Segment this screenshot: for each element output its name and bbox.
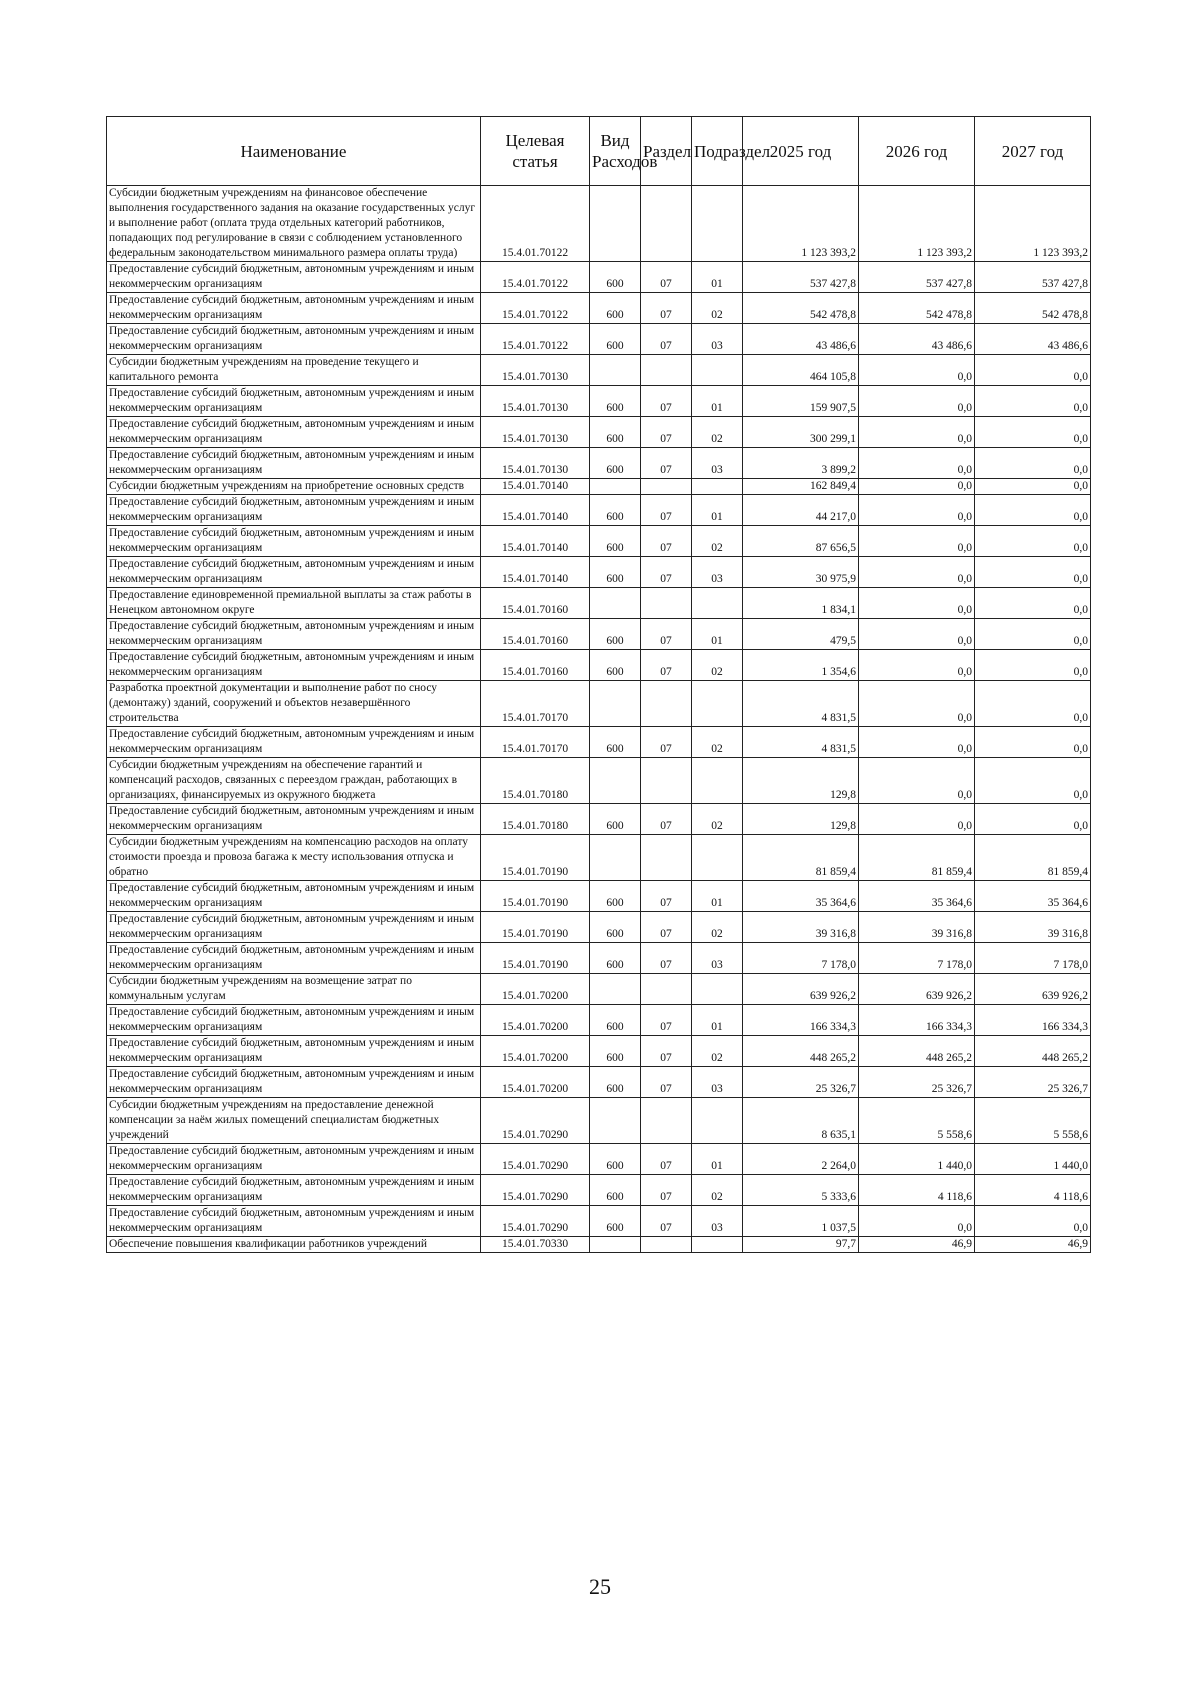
cell-vid: 600 xyxy=(590,650,641,681)
cell-2027: 0,0 xyxy=(975,804,1091,835)
cell-2025: 300 299,1 xyxy=(743,417,859,448)
cell-name: Предоставление субсидий бюджетным, автономным учреждениям и иным некоммерческим организациям xyxy=(107,1005,481,1036)
cell-podrazdel: 01 xyxy=(692,1005,743,1036)
cell-podrazdel xyxy=(692,974,743,1005)
cell-name: Предоставление субсидий бюджетным, автономным учреждениям и иным некоммерческим организациям xyxy=(107,1175,481,1206)
cell-2025: 5 333,6 xyxy=(743,1175,859,1206)
cell-name: Предоставление субсидий бюджетным, автономным учреждениям и иным некоммерческим организациям xyxy=(107,262,481,293)
cell-2027: 43 486,6 xyxy=(975,324,1091,355)
cell-target: 15.4.01.70160 xyxy=(481,650,590,681)
cell-2025: 81 859,4 xyxy=(743,835,859,881)
cell-vid: 600 xyxy=(590,943,641,974)
cell-target: 15.4.01.70200 xyxy=(481,1036,590,1067)
cell-2027: 0,0 xyxy=(975,588,1091,619)
table-row xyxy=(107,912,1091,943)
cell-2026: 0,0 xyxy=(859,479,975,495)
cell-target: 15.4.01.70130 xyxy=(481,355,590,386)
table-row xyxy=(107,1206,1091,1237)
cell-podrazdel: 02 xyxy=(692,650,743,681)
cell-target: 15.4.01.70130 xyxy=(481,448,590,479)
table-row xyxy=(107,619,1091,650)
cell-podrazdel xyxy=(692,588,743,619)
cell-vid xyxy=(590,681,641,727)
cell-target: 15.4.01.70130 xyxy=(481,386,590,417)
header-podrazdel: Подраздел xyxy=(692,117,743,186)
cell-2026: 7 178,0 xyxy=(859,943,975,974)
cell-2025: 43 486,6 xyxy=(743,324,859,355)
cell-name: Предоставление субсидий бюджетным, автономным учреждениям и иным некоммерческим организациям xyxy=(107,727,481,758)
cell-2026: 0,0 xyxy=(859,650,975,681)
cell-2026: 0,0 xyxy=(859,588,975,619)
cell-2025: 639 926,2 xyxy=(743,974,859,1005)
cell-podrazdel xyxy=(692,355,743,386)
cell-name: Разработка проектной документации и выполнение работ по сносу (демонтажу) зданий, сооружений и объектов незавершённого строительства xyxy=(107,681,481,727)
cell-razdel: 07 xyxy=(641,881,692,912)
cell-podrazdel: 01 xyxy=(692,881,743,912)
header-2027: 2027 год xyxy=(975,117,1091,186)
cell-podrazdel xyxy=(692,758,743,804)
cell-name: Предоставление субсидий бюджетным, автономным учреждениям и иным некоммерческим организациям xyxy=(107,1144,481,1175)
cell-target: 15.4.01.70190 xyxy=(481,943,590,974)
cell-vid: 600 xyxy=(590,912,641,943)
cell-2026: 35 364,6 xyxy=(859,881,975,912)
cell-2026: 81 859,4 xyxy=(859,835,975,881)
cell-2027: 1 440,0 xyxy=(975,1144,1091,1175)
cell-2026: 166 334,3 xyxy=(859,1005,975,1036)
cell-podrazdel: 01 xyxy=(692,619,743,650)
cell-2026: 0,0 xyxy=(859,804,975,835)
cell-name: Субсидии бюджетным учреждениям на предоставление денежной компенсации за наём жилых помещений специалистам бюджетных учреждений xyxy=(107,1098,481,1144)
table-row xyxy=(107,650,1091,681)
cell-razdel: 07 xyxy=(641,619,692,650)
cell-razdel: 07 xyxy=(641,1036,692,1067)
cell-podrazdel: 02 xyxy=(692,727,743,758)
cell-target: 15.4.01.70330 xyxy=(481,1237,590,1253)
cell-2025: 162 849,4 xyxy=(743,479,859,495)
cell-2025: 3 899,2 xyxy=(743,448,859,479)
cell-vid: 600 xyxy=(590,417,641,448)
cell-2027: 1 123 393,2 xyxy=(975,186,1091,262)
cell-2025: 1 354,6 xyxy=(743,650,859,681)
cell-razdel: 07 xyxy=(641,262,692,293)
cell-vid: 600 xyxy=(590,727,641,758)
cell-target: 15.4.01.70290 xyxy=(481,1175,590,1206)
cell-2025: 464 105,8 xyxy=(743,355,859,386)
cell-2026: 0,0 xyxy=(859,758,975,804)
cell-2027: 5 558,6 xyxy=(975,1098,1091,1144)
cell-target: 15.4.01.70190 xyxy=(481,835,590,881)
cell-2027: 0,0 xyxy=(975,448,1091,479)
cell-podrazdel: 02 xyxy=(692,1036,743,1067)
cell-target: 15.4.01.70122 xyxy=(481,324,590,355)
cell-2026: 0,0 xyxy=(859,495,975,526)
cell-vid: 600 xyxy=(590,526,641,557)
table-row xyxy=(107,262,1091,293)
cell-2026: 0,0 xyxy=(859,557,975,588)
cell-target: 15.4.01.70122 xyxy=(481,293,590,324)
cell-podrazdel: 01 xyxy=(692,262,743,293)
cell-razdel: 07 xyxy=(641,526,692,557)
cell-razdel xyxy=(641,974,692,1005)
cell-podrazdel: 03 xyxy=(692,1206,743,1237)
cell-2027: 25 326,7 xyxy=(975,1067,1091,1098)
cell-podrazdel: 03 xyxy=(692,557,743,588)
cell-vid: 600 xyxy=(590,448,641,479)
cell-2025: 39 316,8 xyxy=(743,912,859,943)
cell-name: Субсидии бюджетным учреждениям на компенсацию расходов на оплату стоимости проезда и провоза багажа к месту использования отпуска и обратно xyxy=(107,835,481,881)
cell-podrazdel: 03 xyxy=(692,448,743,479)
cell-2026: 542 478,8 xyxy=(859,293,975,324)
cell-name: Предоставление субсидий бюджетным, автономным учреждениям и иным некоммерческим организациям xyxy=(107,557,481,588)
cell-2027: 639 926,2 xyxy=(975,974,1091,1005)
cell-2026: 5 558,6 xyxy=(859,1098,975,1144)
header-row xyxy=(107,117,1091,186)
budget-table xyxy=(106,116,1091,1253)
cell-2026: 43 486,6 xyxy=(859,324,975,355)
cell-2026: 0,0 xyxy=(859,448,975,479)
cell-vid: 600 xyxy=(590,386,641,417)
cell-razdel: 07 xyxy=(641,1206,692,1237)
cell-2027: 35 364,6 xyxy=(975,881,1091,912)
table-row xyxy=(107,1237,1091,1253)
cell-2025: 44 217,0 xyxy=(743,495,859,526)
cell-name: Предоставление субсидий бюджетным, автономным учреждениям и иным некоммерческим организациям xyxy=(107,324,481,355)
cell-name: Предоставление субсидий бюджетным, автономным учреждениям и иным некоммерческим организациям xyxy=(107,881,481,912)
cell-vid: 600 xyxy=(590,495,641,526)
cell-2027: 39 316,8 xyxy=(975,912,1091,943)
cell-2026: 1 123 393,2 xyxy=(859,186,975,262)
table-row xyxy=(107,1098,1091,1144)
cell-name: Предоставление единовременной премиальной выплаты за стаж работы в Ненецком автономном округе xyxy=(107,588,481,619)
cell-razdel xyxy=(641,681,692,727)
cell-vid: 600 xyxy=(590,557,641,588)
cell-razdel: 07 xyxy=(641,386,692,417)
cell-2025: 87 656,5 xyxy=(743,526,859,557)
cell-razdel: 07 xyxy=(641,912,692,943)
cell-vid xyxy=(590,479,641,495)
cell-vid xyxy=(590,1098,641,1144)
cell-name: Предоставление субсидий бюджетным, автономным учреждениям и иным некоммерческим организациям xyxy=(107,293,481,324)
cell-2026: 448 265,2 xyxy=(859,1036,975,1067)
table-row xyxy=(107,804,1091,835)
cell-razdel: 07 xyxy=(641,1175,692,1206)
cell-razdel: 07 xyxy=(641,495,692,526)
cell-vid xyxy=(590,588,641,619)
header-vid: Вид Расходов xyxy=(590,117,641,186)
cell-name: Предоставление субсидий бюджетным, автономным учреждениям и иным некоммерческим организациям xyxy=(107,619,481,650)
cell-2025: 1 834,1 xyxy=(743,588,859,619)
cell-name: Предоставление субсидий бюджетным, автономным учреждениям и иным некоммерческим организациям xyxy=(107,1067,481,1098)
cell-podrazdel xyxy=(692,1098,743,1144)
cell-podrazdel xyxy=(692,835,743,881)
cell-razdel: 07 xyxy=(641,943,692,974)
cell-name: Предоставление субсидий бюджетным, автономным учреждениям и иным некоммерческим организациям xyxy=(107,417,481,448)
cell-razdel xyxy=(641,1237,692,1253)
cell-2027: 0,0 xyxy=(975,355,1091,386)
cell-podrazdel: 02 xyxy=(692,293,743,324)
header-2025: 2025 год xyxy=(743,117,859,186)
cell-razdel xyxy=(641,1098,692,1144)
cell-2027: 4 118,6 xyxy=(975,1175,1091,1206)
cell-target: 15.4.01.70170 xyxy=(481,727,590,758)
cell-name: Предоставление субсидий бюджетным, автономным учреждениям и иным некоммерческим организациям xyxy=(107,943,481,974)
cell-vid: 600 xyxy=(590,324,641,355)
cell-target: 15.4.01.70190 xyxy=(481,912,590,943)
cell-vid: 600 xyxy=(590,1005,641,1036)
cell-vid xyxy=(590,758,641,804)
cell-2026: 0,0 xyxy=(859,355,975,386)
cell-vid: 600 xyxy=(590,1206,641,1237)
cell-razdel: 07 xyxy=(641,1144,692,1175)
table-row xyxy=(107,479,1091,495)
cell-2025: 1 123 393,2 xyxy=(743,186,859,262)
cell-podrazdel: 02 xyxy=(692,912,743,943)
cell-name: Субсидии бюджетным учреждениям на обеспечение гарантий и компенсаций расходов, связанных с переездом граждан, работающих в организациях, финансируемых из окружного бюджета xyxy=(107,758,481,804)
cell-2027: 0,0 xyxy=(975,681,1091,727)
header-2026: 2026 год xyxy=(859,117,975,186)
cell-podrazdel xyxy=(692,479,743,495)
cell-target: 15.4.01.70122 xyxy=(481,186,590,262)
cell-vid: 600 xyxy=(590,262,641,293)
cell-2027: 0,0 xyxy=(975,386,1091,417)
table-row xyxy=(107,1067,1091,1098)
cell-target: 15.4.01.70290 xyxy=(481,1098,590,1144)
table-row xyxy=(107,495,1091,526)
cell-razdel xyxy=(641,758,692,804)
cell-2026: 0,0 xyxy=(859,526,975,557)
cell-2025: 30 975,9 xyxy=(743,557,859,588)
cell-name: Предоставление субсидий бюджетным, автономным учреждениям и иным некоммерческим организациям xyxy=(107,386,481,417)
table-row xyxy=(107,588,1091,619)
cell-2026: 537 427,8 xyxy=(859,262,975,293)
cell-podrazdel: 01 xyxy=(692,495,743,526)
cell-2027: 0,0 xyxy=(975,1206,1091,1237)
cell-vid: 600 xyxy=(590,619,641,650)
cell-vid: 600 xyxy=(590,1036,641,1067)
cell-vid xyxy=(590,355,641,386)
table-row xyxy=(107,557,1091,588)
cell-podrazdel: 02 xyxy=(692,417,743,448)
cell-podrazdel xyxy=(692,681,743,727)
cell-2026: 0,0 xyxy=(859,681,975,727)
header-razdel: Раздел xyxy=(641,117,692,186)
cell-vid: 600 xyxy=(590,293,641,324)
table-row xyxy=(107,974,1091,1005)
cell-name: Предоставление субсидий бюджетным, автономным учреждениям и иным некоммерческим организациям xyxy=(107,1206,481,1237)
cell-2025: 537 427,8 xyxy=(743,262,859,293)
cell-target: 15.4.01.70130 xyxy=(481,417,590,448)
cell-2027: 166 334,3 xyxy=(975,1005,1091,1036)
cell-target: 15.4.01.70200 xyxy=(481,1005,590,1036)
cell-vid xyxy=(590,974,641,1005)
cell-2026: 0,0 xyxy=(859,619,975,650)
table-row xyxy=(107,1144,1091,1175)
cell-razdel xyxy=(641,588,692,619)
cell-2026: 639 926,2 xyxy=(859,974,975,1005)
cell-2027: 46,9 xyxy=(975,1237,1091,1253)
cell-2025: 4 831,5 xyxy=(743,681,859,727)
cell-2025: 479,5 xyxy=(743,619,859,650)
cell-razdel xyxy=(641,479,692,495)
cell-podrazdel: 02 xyxy=(692,804,743,835)
cell-target: 15.4.01.70140 xyxy=(481,495,590,526)
cell-razdel xyxy=(641,355,692,386)
table-row xyxy=(107,324,1091,355)
cell-2025: 7 178,0 xyxy=(743,943,859,974)
cell-razdel xyxy=(641,835,692,881)
cell-podrazdel: 02 xyxy=(692,526,743,557)
cell-name: Субсидии бюджетным учреждениям на приобретение основных средств xyxy=(107,479,481,495)
cell-2027: 0,0 xyxy=(975,557,1091,588)
cell-2027: 0,0 xyxy=(975,479,1091,495)
cell-podrazdel: 01 xyxy=(692,386,743,417)
cell-name: Предоставление субсидий бюджетным, автономным учреждениям и иным некоммерческим организациям xyxy=(107,526,481,557)
table-row xyxy=(107,186,1091,262)
cell-2026: 25 326,7 xyxy=(859,1067,975,1098)
cell-target: 15.4.01.70290 xyxy=(481,1206,590,1237)
cell-2027: 0,0 xyxy=(975,758,1091,804)
table-row xyxy=(107,386,1091,417)
cell-2025: 129,8 xyxy=(743,758,859,804)
cell-2027: 81 859,4 xyxy=(975,835,1091,881)
cell-2025: 35 364,6 xyxy=(743,881,859,912)
cell-2025: 129,8 xyxy=(743,804,859,835)
cell-2027: 542 478,8 xyxy=(975,293,1091,324)
cell-podrazdel: 03 xyxy=(692,943,743,974)
cell-target: 15.4.01.70190 xyxy=(481,881,590,912)
cell-podrazdel: 01 xyxy=(692,1144,743,1175)
table-row xyxy=(107,1175,1091,1206)
table-row xyxy=(107,293,1091,324)
cell-2027: 448 265,2 xyxy=(975,1036,1091,1067)
cell-razdel: 07 xyxy=(641,557,692,588)
cell-2026: 0,0 xyxy=(859,386,975,417)
cell-2025: 166 334,3 xyxy=(743,1005,859,1036)
cell-name: Предоставление субсидий бюджетным, автономным учреждениям и иным некоммерческим организациям xyxy=(107,448,481,479)
cell-name: Субсидии бюджетным учреждениям на финансовое обеспечение выполнения государственного задания на оказание государственных услуг и выполнение работ (оплата труда отдельных категорий работников, попадающих под регулирование в связи с соблюдением установленного федеральным законодательством минимального размера оплаты труда) xyxy=(107,186,481,262)
cell-2027: 0,0 xyxy=(975,650,1091,681)
cell-name: Субсидии бюджетным учреждениям на возмещение затрат по коммунальным услугам xyxy=(107,974,481,1005)
table-row xyxy=(107,448,1091,479)
cell-podrazdel: 03 xyxy=(692,324,743,355)
table-row xyxy=(107,526,1091,557)
cell-2027: 0,0 xyxy=(975,417,1091,448)
cell-2027: 0,0 xyxy=(975,526,1091,557)
cell-2026: 46,9 xyxy=(859,1237,975,1253)
header-name: Наименование xyxy=(107,117,481,186)
table-row xyxy=(107,881,1091,912)
cell-name: Обеспечение повышения квалификации работников учреждений xyxy=(107,1237,481,1253)
cell-2027: 0,0 xyxy=(975,727,1091,758)
cell-target: 15.4.01.70290 xyxy=(481,1144,590,1175)
cell-target: 15.4.01.70200 xyxy=(481,1067,590,1098)
cell-target: 15.4.01.70180 xyxy=(481,758,590,804)
cell-2027: 537 427,8 xyxy=(975,262,1091,293)
cell-2027: 0,0 xyxy=(975,619,1091,650)
cell-target: 15.4.01.70200 xyxy=(481,974,590,1005)
cell-vid: 600 xyxy=(590,881,641,912)
cell-2025: 448 265,2 xyxy=(743,1036,859,1067)
cell-2025: 159 907,5 xyxy=(743,386,859,417)
cell-razdel: 07 xyxy=(641,804,692,835)
cell-2025: 8 635,1 xyxy=(743,1098,859,1144)
cell-name: Предоставление субсидий бюджетным, автономным учреждениям и иным некоммерческим организациям xyxy=(107,650,481,681)
cell-target: 15.4.01.70140 xyxy=(481,479,590,495)
cell-podrazdel xyxy=(692,1237,743,1253)
table-row xyxy=(107,1036,1091,1067)
cell-podrazdel: 02 xyxy=(692,1175,743,1206)
cell-razdel xyxy=(641,186,692,262)
cell-podrazdel: 03 xyxy=(692,1067,743,1098)
cell-target: 15.4.01.70180 xyxy=(481,804,590,835)
cell-vid xyxy=(590,1237,641,1253)
cell-razdel: 07 xyxy=(641,324,692,355)
cell-razdel: 07 xyxy=(641,727,692,758)
header-target: Целевая статья xyxy=(481,117,590,186)
cell-2026: 4 118,6 xyxy=(859,1175,975,1206)
cell-vid: 600 xyxy=(590,804,641,835)
table-row xyxy=(107,727,1091,758)
cell-target: 15.4.01.70122 xyxy=(481,262,590,293)
cell-2025: 1 037,5 xyxy=(743,1206,859,1237)
cell-2025: 25 326,7 xyxy=(743,1067,859,1098)
cell-2027: 0,0 xyxy=(975,495,1091,526)
table-row xyxy=(107,355,1091,386)
cell-2026: 0,0 xyxy=(859,417,975,448)
cell-vid xyxy=(590,186,641,262)
cell-name: Предоставление субсидий бюджетным, автономным учреждениям и иным некоммерческим организациям xyxy=(107,804,481,835)
cell-razdel: 07 xyxy=(641,417,692,448)
table-row xyxy=(107,758,1091,804)
cell-2026: 0,0 xyxy=(859,1206,975,1237)
cell-vid: 600 xyxy=(590,1175,641,1206)
table-row xyxy=(107,681,1091,727)
cell-target: 15.4.01.70140 xyxy=(481,526,590,557)
cell-razdel: 07 xyxy=(641,650,692,681)
cell-name: Предоставление субсидий бюджетным, автономным учреждениям и иным некоммерческим организациям xyxy=(107,912,481,943)
cell-2025: 97,7 xyxy=(743,1237,859,1253)
cell-target: 15.4.01.70170 xyxy=(481,681,590,727)
table-row xyxy=(107,417,1091,448)
cell-vid: 600 xyxy=(590,1067,641,1098)
cell-2026: 39 316,8 xyxy=(859,912,975,943)
cell-razdel: 07 xyxy=(641,448,692,479)
cell-name: Субсидии бюджетным учреждениям на проведение текущего и капитального ремонта xyxy=(107,355,481,386)
cell-target: 15.4.01.70140 xyxy=(481,557,590,588)
cell-razdel: 07 xyxy=(641,1005,692,1036)
cell-vid xyxy=(590,835,641,881)
cell-razdel: 07 xyxy=(641,293,692,324)
table-row xyxy=(107,835,1091,881)
cell-name: Предоставление субсидий бюджетным, автономным учреждениям и иным некоммерческим организациям xyxy=(107,1036,481,1067)
cell-target: 15.4.01.70160 xyxy=(481,588,590,619)
cell-2026: 1 440,0 xyxy=(859,1144,975,1175)
cell-2025: 4 831,5 xyxy=(743,727,859,758)
page-number: 25 xyxy=(589,1574,611,1599)
cell-target: 15.4.01.70160 xyxy=(481,619,590,650)
cell-vid: 600 xyxy=(590,1144,641,1175)
cell-2027: 7 178,0 xyxy=(975,943,1091,974)
cell-2026: 0,0 xyxy=(859,727,975,758)
table-row xyxy=(107,1005,1091,1036)
table-row xyxy=(107,943,1091,974)
cell-2025: 542 478,8 xyxy=(743,293,859,324)
cell-2025: 2 264,0 xyxy=(743,1144,859,1175)
cell-podrazdel xyxy=(692,186,743,262)
cell-name: Предоставление субсидий бюджетным, автономным учреждениям и иным некоммерческим организациям xyxy=(107,495,481,526)
cell-razdel: 07 xyxy=(641,1067,692,1098)
